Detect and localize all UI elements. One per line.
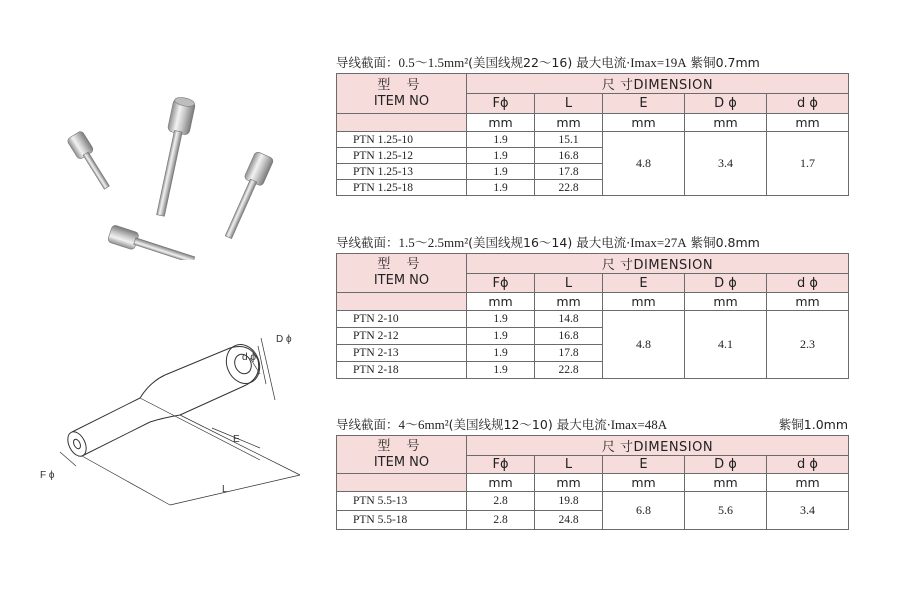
cell-f: 1.9 xyxy=(467,164,535,180)
cell-f: 1.9 xyxy=(467,311,535,328)
col-l: L xyxy=(535,456,603,474)
col-e: E xyxy=(603,274,685,293)
cell-item: PTN 2-10 xyxy=(337,311,467,328)
caption-awg: (美国线规16～14) xyxy=(468,235,573,250)
dimension-header: 尺 寸DIMENSION xyxy=(467,254,849,274)
section-caption xyxy=(336,56,848,72)
unit-d-inner: mm xyxy=(767,114,849,132)
caption-prefix: 导线截面： xyxy=(336,55,399,70)
table-row xyxy=(337,132,849,148)
cell-d-inner: 2.3 xyxy=(767,311,849,379)
col-d-outer: D ϕ xyxy=(685,94,767,114)
pin-terminal-1 xyxy=(66,130,114,192)
section-caption xyxy=(336,236,848,252)
model-header: 型 号 ITEM NO xyxy=(337,436,467,474)
unit-d-inner: mm xyxy=(767,474,849,492)
cell-item: PTN 5.5-18 xyxy=(337,511,467,530)
cell-f: 2.8 xyxy=(467,492,535,511)
cell-l: 22.8 xyxy=(535,362,603,379)
caption-imax: Imax=48A xyxy=(610,417,668,432)
caption-current-label: 最大电流· xyxy=(576,55,631,70)
cell-item: PTN 1.25-18 xyxy=(337,180,467,196)
unit-d-outer: mm xyxy=(685,293,767,311)
cell-d-inner: 3.4 xyxy=(767,492,849,530)
cell-f: 1.9 xyxy=(467,180,535,196)
spec-table xyxy=(336,73,849,196)
pin-terminal-2 xyxy=(150,96,196,218)
cell-f: 1.9 xyxy=(467,345,535,362)
cell-l: 17.8 xyxy=(535,164,603,180)
spec-section-2 xyxy=(336,236,848,379)
cell-l: 15.1 xyxy=(535,132,603,148)
cell-item: PTN 1.25-10 xyxy=(337,132,467,148)
dimension-lines xyxy=(60,338,300,505)
col-d-inner: d ϕ xyxy=(767,94,849,114)
spec-table xyxy=(336,435,849,530)
cell-item: PTN 2-18 xyxy=(337,362,467,379)
spec-section-3 xyxy=(336,418,848,530)
cell-item: PTN 1.25-13 xyxy=(337,164,467,180)
col-d-inner: d ϕ xyxy=(767,274,849,293)
cell-item: PTN 1.25-12 xyxy=(337,148,467,164)
unit-d-outer: mm xyxy=(685,114,767,132)
col-e: E xyxy=(603,456,685,474)
cell-l: 17.8 xyxy=(535,345,603,362)
table-row xyxy=(337,492,849,511)
col-l: L xyxy=(535,94,603,114)
col-f: Fϕ xyxy=(467,94,535,114)
unit-e: mm xyxy=(603,114,685,132)
caption-awg: (美国线规12～10) xyxy=(448,417,553,432)
cell-d-inner: 1.7 xyxy=(767,132,849,196)
dimension-diagram xyxy=(30,320,330,520)
unit-l: mm xyxy=(535,293,603,311)
pin-terminal-4 xyxy=(107,224,196,260)
unit-spacer xyxy=(337,293,467,311)
cell-f: 1.9 xyxy=(467,148,535,164)
product-photo xyxy=(40,85,300,260)
label-e: E xyxy=(233,434,240,445)
cell-l: 16.8 xyxy=(535,328,603,345)
cell-d-outer: 5.6 xyxy=(685,492,767,530)
col-f: Fϕ xyxy=(467,274,535,293)
caption-copper-label: 紫铜 xyxy=(778,417,804,432)
caption-imax: Imax=27A xyxy=(630,235,687,250)
cell-l: 19.8 xyxy=(535,492,603,511)
caption-prefix: 导线截面： xyxy=(336,417,399,432)
caption-range: 1.5～2.5mm² xyxy=(398,235,469,250)
caption-copper-label: 紫铜 xyxy=(690,235,716,250)
unit-d-inner: mm xyxy=(767,293,849,311)
unit-f: mm xyxy=(467,293,535,311)
cell-item: PTN 5.5-13 xyxy=(337,492,467,511)
col-d-outer: D ϕ xyxy=(685,274,767,293)
caption-current-label: 最大电流· xyxy=(556,417,611,432)
caption-copper-group xyxy=(779,418,848,432)
cell-d-outer: 4.1 xyxy=(685,311,767,379)
dimension-header: 尺 寸DIMENSION xyxy=(467,436,849,456)
spec-table xyxy=(336,253,849,379)
cell-l: 22.8 xyxy=(535,180,603,196)
caption-awg: (美国线规22～16) xyxy=(468,55,573,70)
unit-e: mm xyxy=(603,293,685,311)
cell-item: PTN 2-13 xyxy=(337,345,467,362)
cell-l: 16.8 xyxy=(535,148,603,164)
caption-prefix: 导线截面： xyxy=(336,235,399,250)
cell-e: 6.8 xyxy=(603,492,685,530)
unit-d-outer: mm xyxy=(685,474,767,492)
dimension-header: 尺 寸DIMENSION xyxy=(467,74,849,94)
label-f: F ϕ xyxy=(40,470,55,481)
cell-f: 1.9 xyxy=(467,132,535,148)
cell-f: 1.9 xyxy=(467,362,535,379)
unit-spacer xyxy=(337,474,467,492)
table-row xyxy=(337,311,849,328)
pin-terminal-3 xyxy=(219,151,274,241)
unit-f: mm xyxy=(467,474,535,492)
label-d-inner: d ϕ xyxy=(242,352,256,363)
cell-f: 2.8 xyxy=(467,511,535,530)
cell-d-outer: 3.4 xyxy=(685,132,767,196)
caption-copper-label: 紫铜 xyxy=(690,55,716,70)
cell-item: PTN 2-12 xyxy=(337,328,467,345)
col-d-inner: d ϕ xyxy=(767,456,849,474)
caption-imax: Imax=19A xyxy=(630,55,687,70)
cell-l: 14.8 xyxy=(535,311,603,328)
col-f: Fϕ xyxy=(467,456,535,474)
col-e: E xyxy=(603,94,685,114)
unit-l: mm xyxy=(535,474,603,492)
cell-e: 4.8 xyxy=(603,311,685,379)
col-d-outer: D ϕ xyxy=(685,456,767,474)
caption-range: 4～6mm² xyxy=(398,417,449,432)
section-caption xyxy=(336,418,848,434)
caption-copper: 0.7mm xyxy=(715,55,760,70)
unit-spacer xyxy=(337,114,467,132)
col-l: L xyxy=(535,274,603,293)
unit-e: mm xyxy=(603,474,685,492)
caption-current-label: 最大电流· xyxy=(576,235,631,250)
caption-range: 0.5～1.5mm² xyxy=(398,55,469,70)
caption-copper: 1.0mm xyxy=(803,417,848,432)
unit-f: mm xyxy=(467,114,535,132)
label-d-outer: D ϕ xyxy=(276,334,292,345)
unit-l: mm xyxy=(535,114,603,132)
label-l: L xyxy=(222,484,228,495)
cell-l: 24.8 xyxy=(535,511,603,530)
model-header: 型 号 ITEM NO xyxy=(337,254,467,293)
cell-e: 4.8 xyxy=(603,132,685,196)
spec-section-1 xyxy=(336,56,848,196)
caption-copper: 0.8mm xyxy=(715,235,760,250)
cell-f: 1.9 xyxy=(467,328,535,345)
model-header: 型 号 ITEM NO xyxy=(337,74,467,114)
